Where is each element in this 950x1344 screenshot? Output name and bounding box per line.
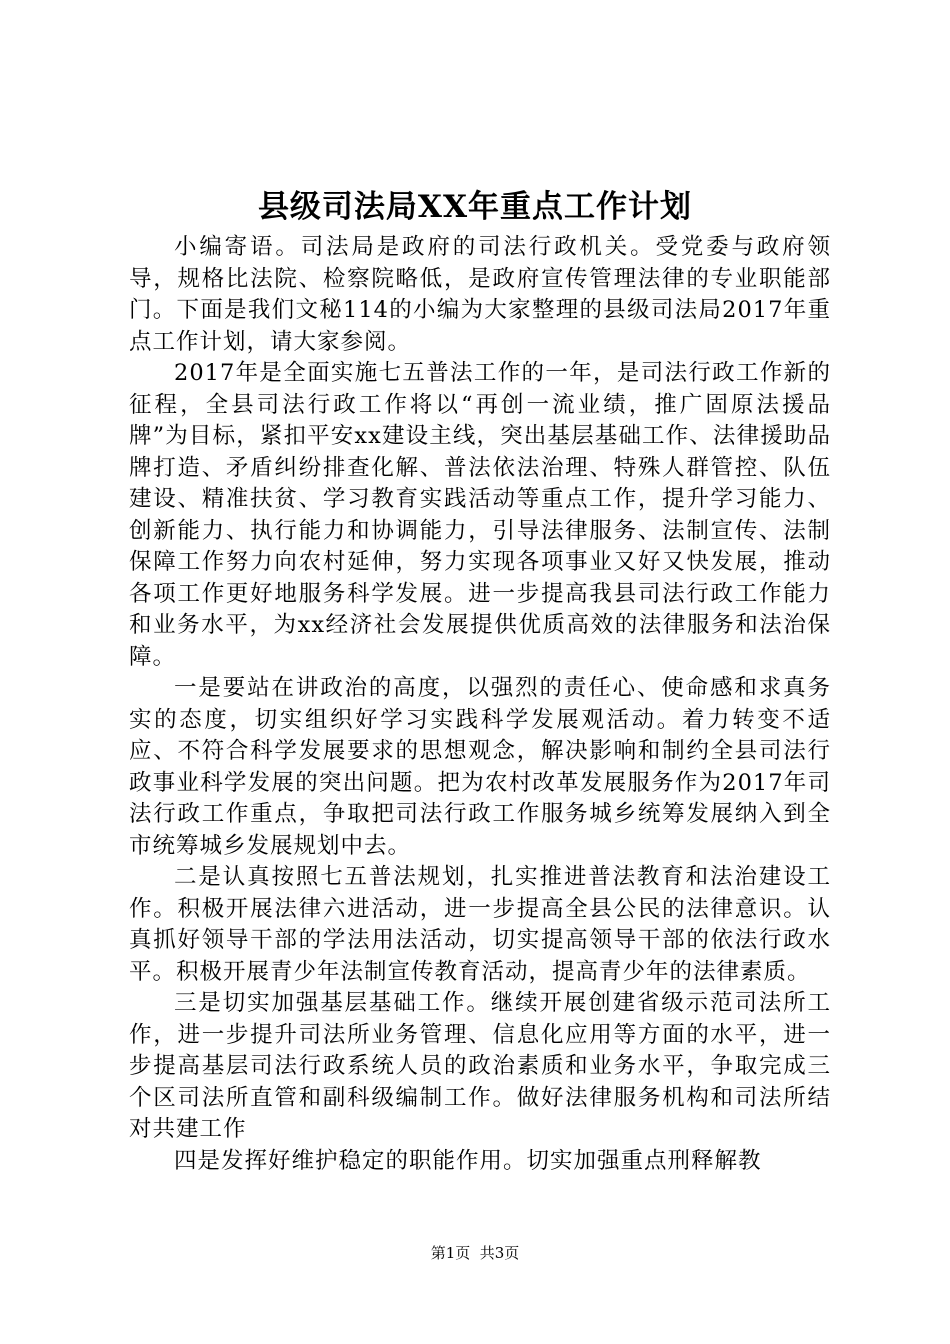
paragraph-point-one: 一是要站在讲政治的高度，以强烈的责任心、使命感和求真务实的态度，切实组织好学习实践科学发展观活动。着力转变不适应、不符合科学发展要求的思想观念，解决影响和制约全县司法行政事业科学发展的突出问题。把为农村改革发展服务作为2017年司法行政工作重点，争取把司法行政工作服务城乡统筹发展纳入到全市统筹城乡发展规划中去。 — [129, 675, 831, 859]
page-number-footer: 第1页 共3页 — [430, 1244, 520, 1262]
paragraph-point-four: 四是发挥好维护稳定的职能作用。切实加强重点刑释解教 — [174, 1147, 762, 1174]
document-title: 县级司法局XX年重点工作计划 — [257, 189, 693, 225]
document-body — [129, 232, 831, 1177]
paragraph-intro: 小编寄语。司法局是政府的司法行政机关。受党委与政府领导，规格比法院、检察院略低，是政府宣传管理法律的专业职能部门。下面是我们文秘114的小编为大家整理的县级司法局2017年重点工作计划，请大家参阅。 — [129, 234, 831, 355]
paragraph-overview: 2017年是全面实施七五普法工作的一年，是司法行政工作新的征程，全县司法行政工作将以“再创一流业绩，推广固原法援品牌”为目标，紧扣平安xx建设主线，突出基层基础工作、法律援助品牌打造、矛盾纠纷排查化解、普法依法治理、特殊人群管控、队伍建设、精准扶贫、学习教育实践活动等重点工作，提升学习能力、创新能力、执行能力和协调能力，引导法律服务、法制宣传、法制保障工作努力向农村延伸，努力实现各项事业又好又快发展，推动各项工作更好地服务科学发展。进一步提高我县司法行政工作能力和业务水平，为xx经济社会发展提供优质高效的法律服务和法治保障。 — [129, 360, 831, 670]
paragraph-point-two: 二是认真按照七五普法规划，扎实推进普法教育和法治建设工作。积极开展法律六进活动，进一步提高全县公民的法律意识。认真抓好领导干部的学法用法活动，切实提高领导干部的依法行政水平。积极开展青少年法制宣传教育活动，提高青少年的法律素质。 — [129, 864, 831, 985]
paragraph-point-three: 三是切实加强基层基础工作。继续开展创建省级示范司法所工作，进一步提升司法所业务管理、信息化应用等方面的水平，进一步提高基层司法行政系统人员的政治素质和业务水平，争取完成三个区司法所直管和副科级编制工作。做好法律服务机构和司法所结对共建工作 — [129, 990, 831, 1142]
